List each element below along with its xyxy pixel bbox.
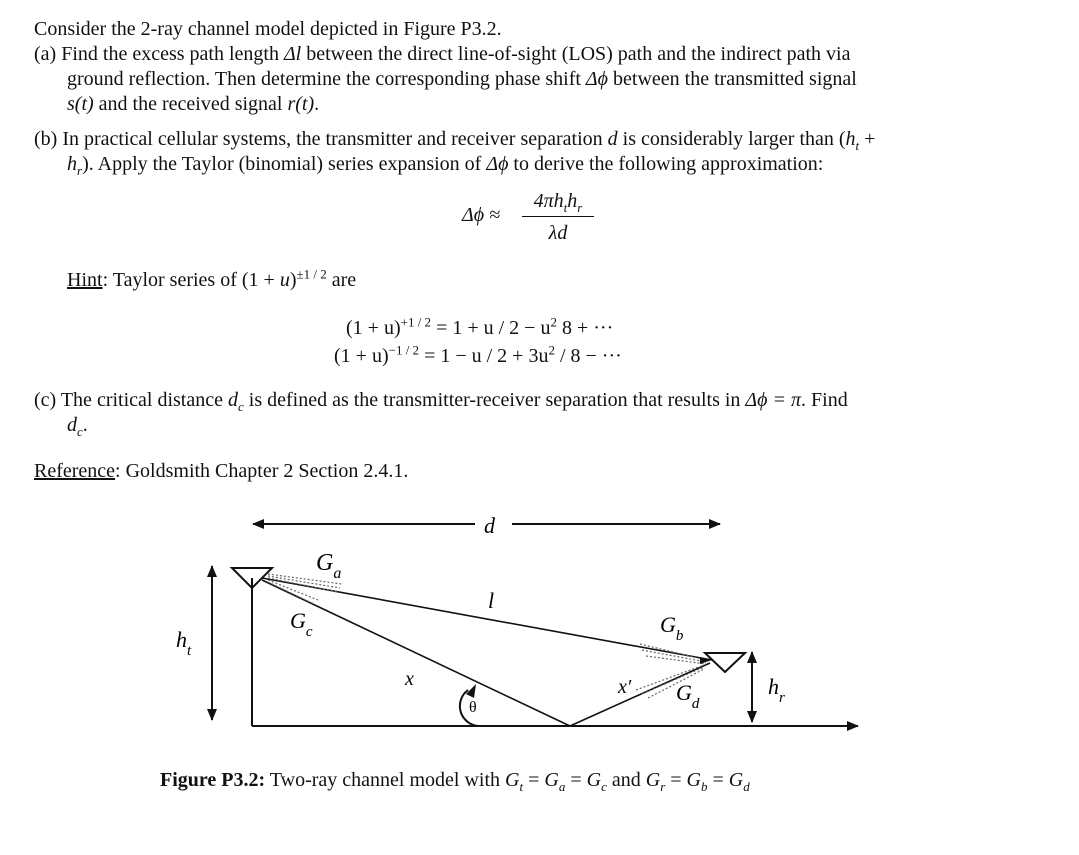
reflected-path-x [262,580,570,726]
hint-close: ) [289,269,297,291]
caption-text: Two-ray channel model with [265,769,506,791]
label-d: d [484,513,495,538]
label-gb: $G_b$ [660,612,684,644]
part-a-text4: between the transmitted signal [608,68,857,90]
part-b-text2: is considerably larger than ( [617,128,846,150]
label-ga: $G_a$ [316,550,342,582]
label-hr: $h_r$ [768,674,785,706]
part-a-text5: and the received signal [93,93,288,115]
label-xprime: x′ [618,676,632,698]
delta-phi-b: Δϕ [486,153,509,175]
part-c-text2: is defined as the transmitter-receiver separation that results in [243,389,746,411]
delta-phi: Δϕ [585,68,609,90]
problem-intro: Consider the 2-ray channel model depicted in Figure P3.2. [34,18,502,40]
label-l: l [488,588,495,613]
part-a-period: . [314,93,320,115]
part-a-label: (a) [34,43,57,65]
series-line1: $(1 + u)^{+1 / 2} = 1 + u / 2 - u^2$ 8 + ··· [346,314,614,339]
hint-label: Hint [67,269,103,291]
plus-sign: + [859,128,876,150]
approx-denominator: λd [548,222,568,244]
delta-l: Δl [283,43,302,65]
label-ht: $h_t$ [176,627,192,659]
part-a-text2: between the direct line-of-sight (LOS) path and the indirect path via [301,43,851,65]
hint-are: are [326,269,357,291]
var-hr-sub: r [77,163,83,178]
var-hr: h [67,153,77,175]
part-b-text3: ). Apply the Taylor (binomial) series expansion of [82,153,487,175]
rx-beams [636,644,706,698]
hint-text: : Taylor series of (1 + [102,269,280,291]
hint-u: u [279,269,290,291]
caption-label: Figure P3.2: [160,769,266,791]
los-path [262,578,712,660]
approx-lhs: Δϕ ≈ [462,204,501,226]
hint-exp: ±1 / 2 [296,266,327,282]
var-d: d [607,128,618,150]
part-c-text1: The critical distance [60,389,228,411]
label-gc: $G_c$ [290,608,313,640]
signal-rt: r(t) [287,93,315,115]
part-b-text1: In practical cellular systems, the transmitter and receiver separation [62,128,608,150]
label-gd: $G_d$ [676,680,700,712]
label-theta: θ [469,699,477,716]
part-a-text3: ground reflection. Then determine the corresponding phase shift [67,68,586,90]
var-dc: d [227,389,238,411]
part-c-condition: Δϕ = π [745,389,802,411]
var-ht-sub: t [855,138,860,153]
figure-caption: Figure P3.2: Two-ray channel model with $G_t = G_a = G_c$ and $G_r = G_b = G_d$ [160,769,750,794]
var-ht: h [845,128,856,150]
part-c-end: . [82,414,88,436]
reference-label: Reference [34,460,116,482]
part-b-text4: to derive the following approximation: [508,153,824,175]
reference-text: : Goldsmith Chapter 2 Section 2.4.1. [115,460,409,482]
var-dc2: d [67,414,77,436]
part-c-label: (c) [34,389,57,411]
series-line2: $(1 + u)^{-1 / 2} = 1 - u / 2 + 3u^2 / 8$ − ··· [334,342,622,367]
part-a-text1: Find the excess path length [61,43,284,65]
part-b-label: (b) [34,128,58,150]
var-dc-sub: c [237,399,244,414]
part-c-find: . Find [801,389,848,411]
tx-beams [268,574,342,604]
approx-numerator: $4\pi h_th_r$ [533,190,583,215]
rx-antenna-icon [705,653,745,672]
label-x: x [405,668,414,690]
signal-st: s(t) [67,93,94,115]
var-dc2-sub: c [77,424,83,439]
